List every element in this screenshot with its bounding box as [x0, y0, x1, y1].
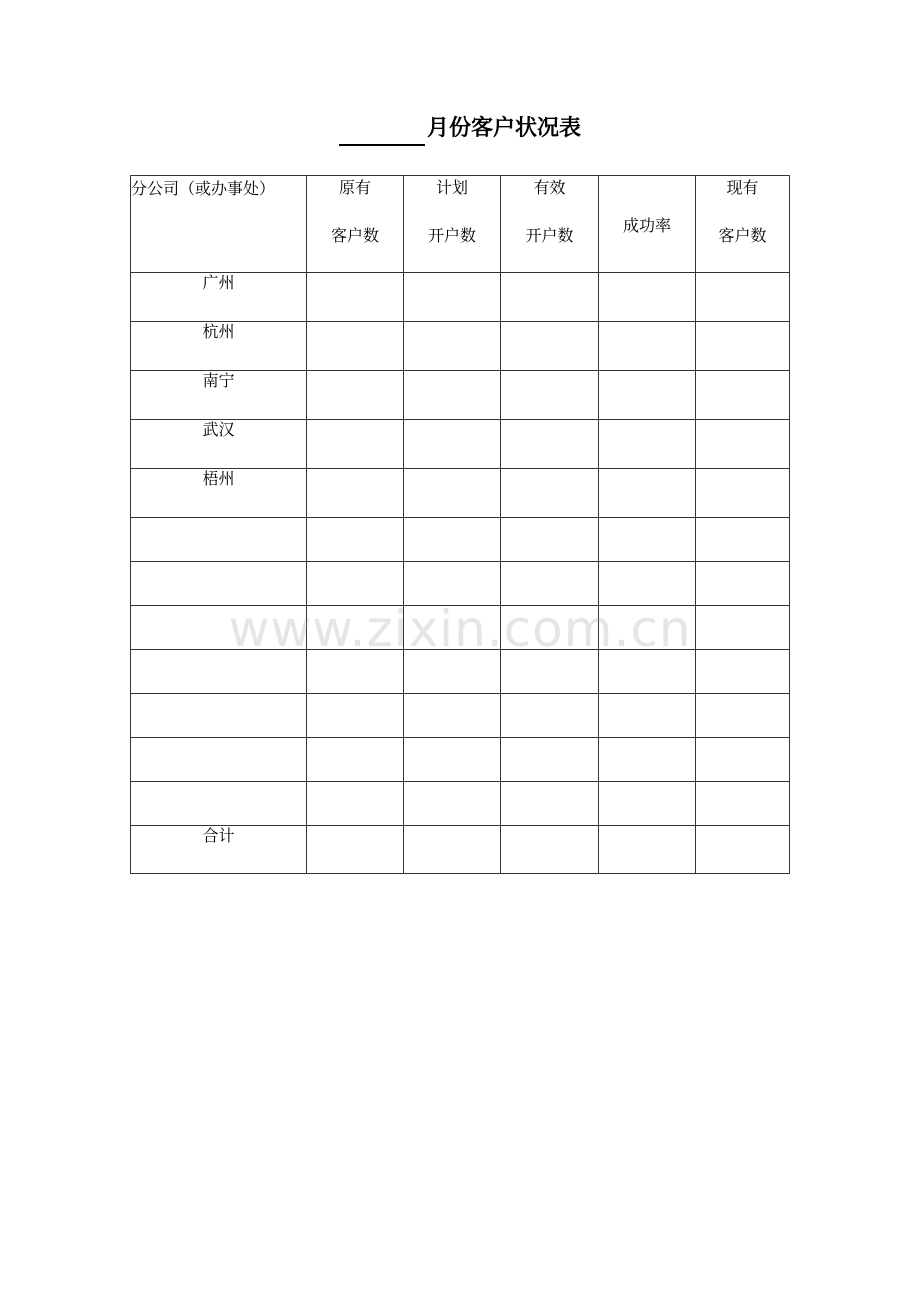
data-cell[interactable]	[501, 420, 599, 469]
header-line: 有效	[533, 178, 566, 197]
data-cell[interactable]	[599, 738, 696, 782]
data-cell[interactable]	[307, 469, 404, 518]
data-cell[interactable]	[307, 273, 404, 322]
data-cell[interactable]	[696, 371, 790, 420]
header-current-customers	[696, 176, 790, 273]
watermark: www.zixin.com.cn	[228, 600, 692, 658]
data-cell[interactable]	[501, 518, 599, 562]
data-cell[interactable]	[307, 562, 404, 606]
branch-cell: 南宁	[131, 371, 307, 420]
branch-cell: 广州	[131, 273, 307, 322]
data-cell[interactable]	[696, 738, 790, 782]
header-line: 原有	[338, 178, 371, 197]
table-row	[131, 606, 790, 650]
data-cell[interactable]	[404, 273, 501, 322]
data-cell[interactable]	[696, 518, 790, 562]
data-cell[interactable]	[501, 562, 599, 606]
header-valid-accounts	[501, 176, 599, 273]
data-cell[interactable]	[599, 322, 696, 371]
data-cell[interactable]	[501, 650, 599, 694]
data-cell[interactable]	[307, 606, 404, 650]
data-cell[interactable]	[599, 562, 696, 606]
data-cell[interactable]	[599, 420, 696, 469]
table-row	[131, 694, 790, 738]
data-cell[interactable]	[501, 782, 599, 826]
data-cell[interactable]	[599, 694, 696, 738]
data-cell[interactable]	[404, 562, 501, 606]
branch-cell[interactable]	[131, 738, 307, 782]
header-line: 现有	[726, 178, 759, 197]
branch-cell: 梧州	[131, 469, 307, 518]
data-cell[interactable]	[404, 826, 501, 874]
data-cell[interactable]	[404, 322, 501, 371]
table-row	[131, 562, 790, 606]
data-cell[interactable]	[599, 826, 696, 874]
table-row	[131, 273, 790, 322]
data-cell[interactable]	[404, 606, 501, 650]
data-cell[interactable]	[599, 650, 696, 694]
data-cell[interactable]	[307, 694, 404, 738]
branch-cell[interactable]	[131, 694, 307, 738]
branch-cell[interactable]	[131, 606, 307, 650]
table-row	[131, 782, 790, 826]
branch-cell[interactable]	[131, 650, 307, 694]
data-cell[interactable]	[404, 782, 501, 826]
month-blank-field[interactable]	[339, 118, 425, 146]
data-cell[interactable]	[696, 694, 790, 738]
data-cell[interactable]	[501, 694, 599, 738]
branch-cell: 武汉	[131, 420, 307, 469]
data-cell[interactable]	[599, 469, 696, 518]
data-cell[interactable]	[307, 782, 404, 826]
data-cell[interactable]	[501, 322, 599, 371]
data-cell[interactable]	[696, 606, 790, 650]
data-cell[interactable]	[307, 738, 404, 782]
data-cell[interactable]	[501, 738, 599, 782]
table-row	[131, 371, 790, 420]
header-success-rate: 成功率	[599, 176, 696, 273]
form-title-text: 月份客户状况表	[426, 116, 581, 141]
data-cell[interactable]	[307, 518, 404, 562]
table-row	[131, 469, 790, 518]
form-title	[0, 112, 920, 146]
header-planned-accounts	[404, 176, 501, 273]
data-cell[interactable]	[307, 371, 404, 420]
data-cell[interactable]	[599, 273, 696, 322]
data-cell[interactable]	[404, 518, 501, 562]
branch-cell[interactable]	[131, 518, 307, 562]
data-cell[interactable]	[404, 694, 501, 738]
total-label-cell: 合计	[131, 826, 307, 874]
customer-status-table	[130, 175, 790, 874]
header-line: 客户数	[718, 226, 767, 245]
table-row	[131, 650, 790, 694]
data-cell[interactable]	[599, 371, 696, 420]
data-cell[interactable]	[696, 273, 790, 322]
header-line: 计划	[435, 178, 468, 197]
table-row	[131, 738, 790, 782]
total-row	[131, 826, 790, 874]
data-cell[interactable]	[696, 826, 790, 874]
header-line: 客户数	[330, 226, 379, 245]
header-line: 开户数	[525, 226, 574, 245]
data-cell[interactable]	[307, 322, 404, 371]
data-cell[interactable]	[404, 420, 501, 469]
branch-cell: 杭州	[131, 322, 307, 371]
data-cell[interactable]	[501, 273, 599, 322]
data-cell[interactable]	[307, 826, 404, 874]
table-row	[131, 518, 790, 562]
table-row	[131, 322, 790, 371]
data-cell[interactable]	[599, 606, 696, 650]
data-cell[interactable]	[599, 518, 696, 562]
data-cell[interactable]	[307, 420, 404, 469]
header-line: 开户数	[427, 226, 476, 245]
data-cell[interactable]	[501, 469, 599, 518]
data-cell[interactable]	[696, 650, 790, 694]
branch-cell[interactable]	[131, 782, 307, 826]
data-cell[interactable]	[696, 782, 790, 826]
data-cell[interactable]	[307, 650, 404, 694]
branch-cell[interactable]	[131, 562, 307, 606]
data-cell[interactable]	[501, 371, 599, 420]
data-cell[interactable]	[696, 420, 790, 469]
data-cell[interactable]	[501, 826, 599, 874]
data-cell[interactable]	[404, 738, 501, 782]
header-original-customers	[307, 176, 404, 273]
data-cell[interactable]	[696, 322, 790, 371]
table-row	[131, 420, 790, 469]
data-cell[interactable]	[404, 371, 501, 420]
data-cell[interactable]	[696, 562, 790, 606]
data-cell[interactable]	[404, 650, 501, 694]
data-cell[interactable]	[696, 469, 790, 518]
data-cell[interactable]	[501, 606, 599, 650]
header-row	[131, 176, 790, 273]
data-cell[interactable]	[599, 782, 696, 826]
header-branch: 分公司（或办事处）	[131, 176, 307, 273]
data-cell[interactable]	[404, 469, 501, 518]
